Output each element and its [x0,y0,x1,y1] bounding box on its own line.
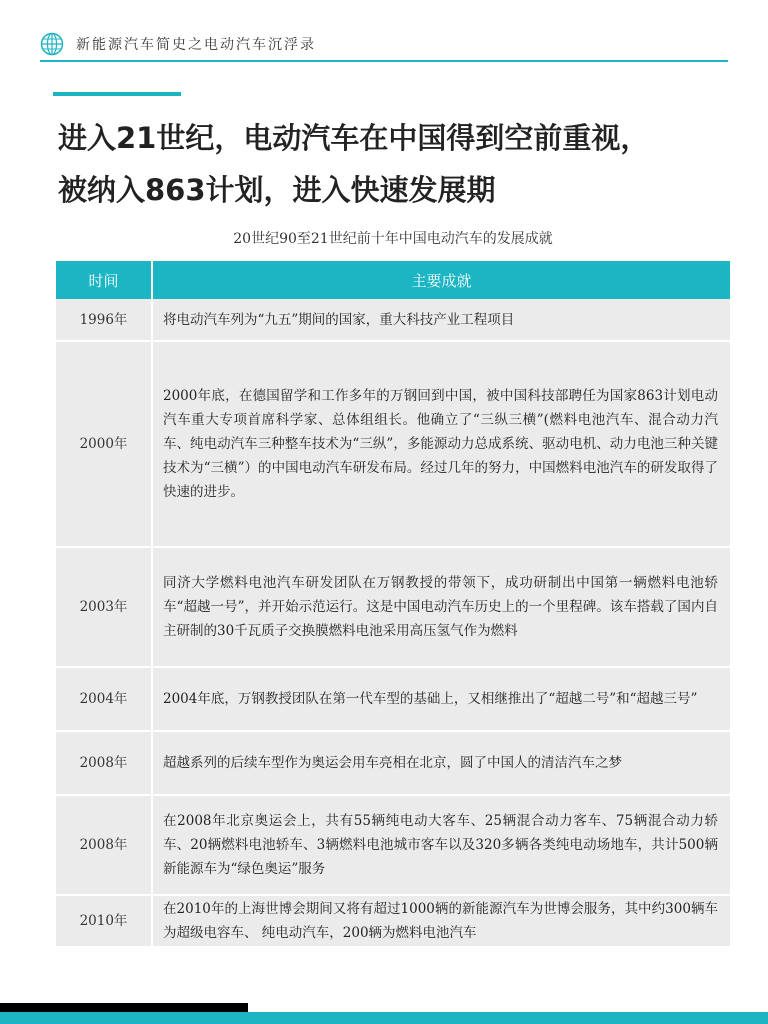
table-row [56,795,730,895]
footer-bar-teal [0,1012,768,1024]
year-cell: 2004年 [56,667,152,731]
table-header-row [56,261,730,299]
year-cell: 1996年 [56,299,152,341]
achievement-cell: 在2010年的上海世博会期间又将有超过1000辆的新能源汽车为世博会服务，其中约300辆车为超级电容车、 纯电动汽车，200辆为燃料电池汽车 [152,895,730,947]
page-title [58,112,748,216]
table-row [56,667,730,731]
page-title-line-2: 被纳入863计划，进入快速发展期 [58,173,496,207]
achievement-cell: 超越系列的后续车型作为奥运会用车亮相在北京，圆了中国人的清洁汽车之梦 [152,731,730,795]
achievement-cell: 将电动汽车列为“九五”期间的国家，重大科技产业工程项目 [152,299,730,341]
table-caption: 20世纪90至21世纪前十年中国电动汽车的发展成就 [233,231,553,247]
achievements-table [56,261,730,948]
header-title: 新能源汽车简史之电动汽车沉浮录 [76,37,316,53]
year-cell: 2008年 [56,731,152,795]
table-row [56,547,730,667]
table-row [56,299,730,341]
table-row [56,731,730,795]
achievement-cell: 在2008年北京奥运会上，共有55辆纯电动大客车、25辆混合动力客车、75辆混合动力轿车、20辆燃料电池轿车、3辆燃料电池城市客车以及320多辆各类纯电动场地车，共计500辆新能源车为“绿色奥运”服务 [152,795,730,895]
year-cell: 2008年 [56,795,152,895]
header-divider [40,60,728,62]
achievement-cell: 2000年底，在德国留学和工作多年的万钢回到中国，被中国科技部聘任为国家863计划电动汽车重大专项首席科学家、总体组组长。他确立了“三纵三横”(燃料电池汽车、混合动力汽车、纯电动汽车三种整车技术为“三纵”，多能源动力总成系统、驱动电机、动力电池三种关键技术为“三横”）的中国电动汽车研发布局。经过几年的努力，中国燃料电池汽车的研发取得了快速的进步。 [152,341,730,547]
globe-icon [40,32,64,56]
title-accent-bar [53,92,181,96]
header-achievement: 主要成就 [152,261,730,299]
page-header [40,29,316,59]
table-row [56,895,730,947]
table-row [56,341,730,547]
achievement-cell: 2004年底，万钢教授团队在第一代车型的基础上，又相继推出了“超越二号”和“超越三号” [152,667,730,731]
page-title-line-1: 进入21世纪，电动汽车在中国得到空前重视， [58,121,650,155]
footer-bar-black [0,1003,248,1012]
year-cell: 2003年 [56,547,152,667]
year-cell: 2010年 [56,895,152,947]
header-year: 时间 [56,261,152,299]
year-cell: 2000年 [56,341,152,547]
achievement-cell: 同济大学燃料电池汽车研发团队在万钢教授的带领下，成功研制出中国第一辆燃料电池轿车“超越一号”，并开始示范运行。这是中国电动汽车历史上的一个里程碑。该车搭载了国内自主研制的30千瓦质子交换膜燃料电池采用高压氢气作为燃料 [152,547,730,667]
